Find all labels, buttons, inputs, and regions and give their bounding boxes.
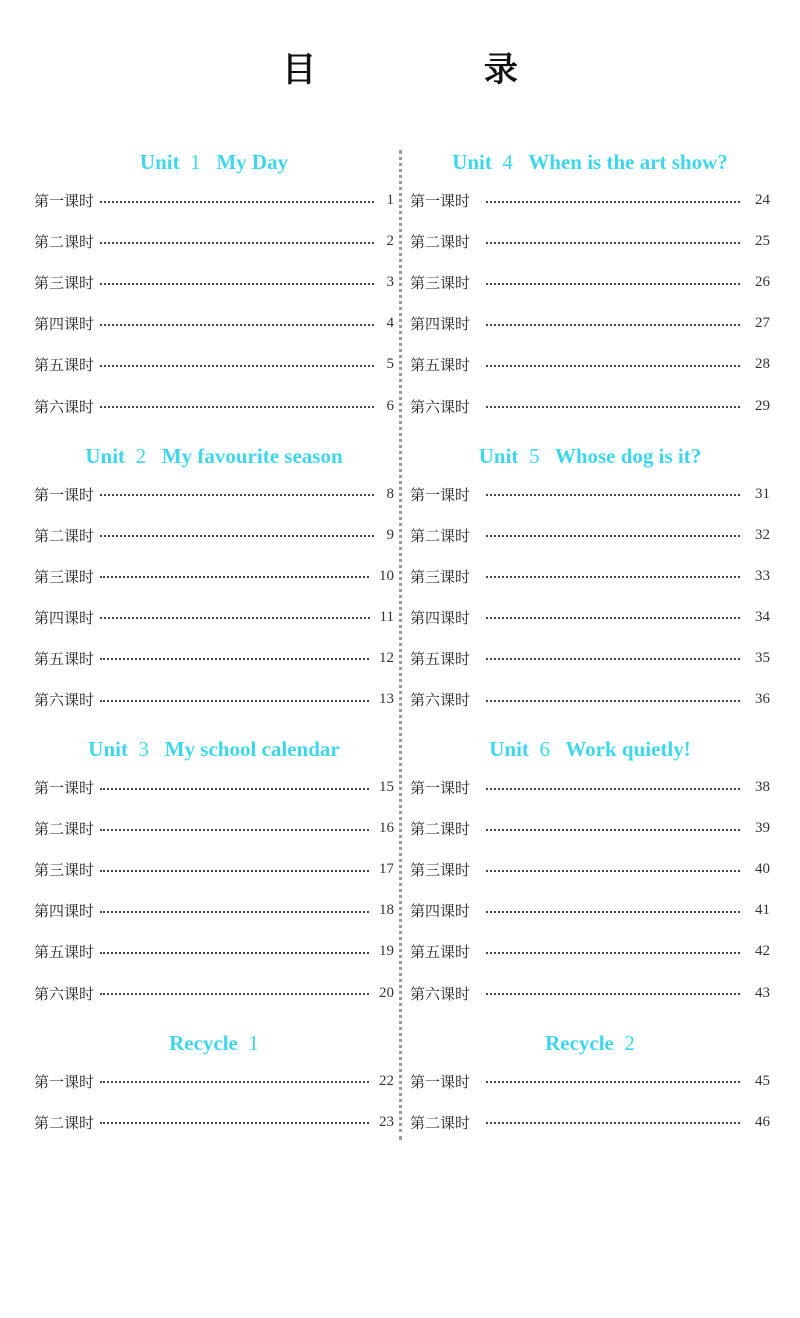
- toc-entry[interactable]: [410, 344, 770, 385]
- toc-entry[interactable]: [34, 556, 394, 597]
- lesson-label: 第六课时: [410, 396, 470, 417]
- dot-leader: [100, 993, 369, 995]
- unit-heading: [410, 1025, 770, 1061]
- page-number: 27: [750, 315, 770, 332]
- toc-entry[interactable]: [34, 474, 394, 515]
- lesson-label: 第二课时: [34, 525, 94, 546]
- page-number: 32: [750, 527, 770, 544]
- unit-heading: [34, 438, 394, 474]
- unit-number: 1: [248, 1031, 259, 1055]
- dot-leader: [100, 242, 374, 244]
- unit-label: Unit: [85, 444, 125, 468]
- dot-leader: [100, 576, 369, 578]
- unit-label: Unit: [452, 150, 492, 174]
- page-number: 22: [379, 1073, 394, 1090]
- page-number: 4: [384, 315, 394, 332]
- dot-leader: [100, 406, 374, 408]
- toc-section: [410, 438, 770, 732]
- toc-entry[interactable]: [410, 931, 770, 972]
- page-number: 8: [384, 486, 394, 503]
- lesson-label: 第三课时: [34, 272, 94, 293]
- unit-number: 3: [138, 737, 149, 761]
- toc-entry[interactable]: [34, 808, 394, 849]
- lesson-label: 第一课时: [410, 777, 470, 798]
- lesson-label: 第一课时: [410, 1071, 470, 1092]
- unit-label: Unit: [479, 444, 519, 468]
- toc-section: [410, 731, 770, 1025]
- page-number: 39: [750, 820, 770, 837]
- toc-entry[interactable]: [410, 972, 770, 1013]
- page-number: 46: [750, 1114, 770, 1131]
- page-number: 36: [750, 691, 770, 708]
- dot-leader: [486, 658, 740, 660]
- toc-right-column: [410, 144, 770, 1318]
- page-number: 31: [750, 486, 770, 503]
- unit-number: 5: [529, 444, 540, 468]
- toc-section: [410, 144, 770, 438]
- lesson-label: 第六课时: [410, 689, 470, 710]
- page-number: 45: [750, 1073, 770, 1090]
- dot-leader: [486, 993, 740, 995]
- lesson-label: 第二课时: [410, 818, 470, 839]
- lesson-label: 第三课时: [34, 859, 94, 880]
- lesson-label: 第五课时: [410, 648, 470, 669]
- lesson-label: 第四课时: [410, 313, 470, 334]
- lesson-label: 第六课时: [34, 396, 94, 417]
- dot-leader: [100, 952, 369, 954]
- unit-heading: [410, 438, 770, 474]
- dot-leader: [486, 952, 740, 954]
- toc-entry[interactable]: [34, 1061, 394, 1102]
- page-number: 23: [379, 1114, 394, 1131]
- dot-leader: [486, 283, 740, 285]
- page-title: 目 录: [0, 42, 800, 91]
- dot-leader: [486, 242, 740, 244]
- page-number: 11: [380, 609, 394, 626]
- page-number: 19: [379, 943, 394, 960]
- toc-entry[interactable]: [410, 385, 770, 426]
- lesson-label: 第六课时: [34, 689, 94, 710]
- dot-leader: [100, 700, 369, 702]
- lesson-label: 第四课时: [34, 313, 94, 334]
- toc-section: [34, 438, 394, 732]
- toc-entry[interactable]: [34, 515, 394, 556]
- unit-heading: [34, 731, 394, 767]
- unit-name: My school calendar: [165, 737, 340, 761]
- page-number: 24: [750, 192, 770, 209]
- unit-label: Unit: [140, 150, 180, 174]
- page-number: 12: [379, 650, 394, 667]
- dot-leader: [100, 365, 374, 367]
- lesson-label: 第二课时: [410, 231, 470, 252]
- dot-leader: [100, 1081, 369, 1083]
- toc-section: [34, 731, 394, 1025]
- dot-leader: [486, 617, 740, 619]
- page-number: 33: [750, 568, 770, 585]
- unit-label: Unit: [489, 737, 529, 761]
- page-number: 28: [750, 356, 770, 373]
- unit-name: My Day: [216, 150, 288, 174]
- toc-entry[interactable]: [410, 849, 770, 890]
- lesson-label: 第五课时: [410, 941, 470, 962]
- dot-leader: [100, 788, 369, 790]
- lesson-label: 第四课时: [410, 607, 470, 628]
- page-number: 16: [379, 820, 394, 837]
- dot-leader: [486, 1081, 740, 1083]
- toc-entry[interactable]: [410, 515, 770, 556]
- dot-leader: [100, 324, 374, 326]
- lesson-label: 第四课时: [34, 607, 94, 628]
- unit-number: 6: [539, 737, 550, 761]
- toc-entry[interactable]: [34, 303, 394, 344]
- lesson-label: 第六课时: [410, 983, 470, 1004]
- toc-left-column: [34, 144, 394, 1318]
- toc-entry[interactable]: [410, 679, 770, 720]
- toc-entry[interactable]: [410, 556, 770, 597]
- dot-leader: [100, 1122, 369, 1124]
- unit-name: My favourite season: [162, 444, 343, 468]
- toc-entry[interactable]: [34, 385, 394, 426]
- toc-entry[interactable]: [34, 262, 394, 303]
- lesson-label: 第四课时: [34, 900, 94, 921]
- dot-leader: [100, 201, 374, 203]
- dot-leader: [486, 535, 740, 537]
- lesson-label: 第五课时: [34, 648, 94, 669]
- lesson-label: 第一课时: [34, 190, 94, 211]
- dot-leader: [100, 494, 374, 496]
- lesson-label: 第一课时: [410, 190, 470, 211]
- page-number: 42: [750, 943, 770, 960]
- toc-entry[interactable]: [34, 931, 394, 972]
- dot-leader: [100, 617, 370, 619]
- unit-name: Work quietly!: [565, 737, 690, 761]
- column-divider: [399, 150, 402, 1140]
- toc-entry[interactable]: [34, 849, 394, 890]
- unit-number: 4: [502, 150, 513, 174]
- dot-leader: [100, 911, 369, 913]
- toc-entry[interactable]: [410, 1061, 770, 1102]
- page-number: 20: [379, 985, 394, 1002]
- lesson-label: 第二课时: [34, 818, 94, 839]
- page-number: 25: [750, 233, 770, 250]
- lesson-label: 第二课时: [410, 1112, 470, 1133]
- lesson-label: 第一课时: [34, 484, 94, 505]
- toc-entry[interactable]: [410, 180, 770, 221]
- dot-leader: [486, 406, 740, 408]
- dot-leader: [486, 576, 740, 578]
- page-number: 18: [379, 902, 394, 919]
- lesson-label: 第二课时: [34, 231, 94, 252]
- toc-entry[interactable]: [410, 808, 770, 849]
- lesson-label: 第五课时: [34, 941, 94, 962]
- unit-name: When is the art show?: [528, 150, 728, 174]
- dot-leader: [100, 535, 374, 537]
- unit-label: Recycle: [169, 1031, 238, 1055]
- lesson-label: 第二课时: [410, 525, 470, 546]
- toc-section: [34, 144, 394, 438]
- page-number: 26: [750, 274, 770, 291]
- dot-leader: [100, 870, 369, 872]
- toc-entry[interactable]: [34, 597, 394, 638]
- toc-entry[interactable]: [410, 890, 770, 931]
- lesson-label: 第五课时: [34, 354, 94, 375]
- lesson-label: 第三课时: [410, 566, 470, 587]
- lesson-label: 第一课时: [34, 777, 94, 798]
- dot-leader: [486, 1122, 740, 1124]
- dot-leader: [100, 658, 369, 660]
- page-number: 15: [379, 779, 394, 796]
- page-number: 35: [750, 650, 770, 667]
- unit-name: Whose dog is it?: [555, 444, 701, 468]
- toc-entry[interactable]: [34, 344, 394, 385]
- toc-entry[interactable]: [34, 767, 394, 808]
- dot-leader: [486, 788, 740, 790]
- dot-leader: [486, 911, 740, 913]
- toc-entry[interactable]: [34, 679, 394, 720]
- toc-entry[interactable]: [34, 180, 394, 221]
- unit-label: Unit: [88, 737, 128, 761]
- unit-number: 2: [624, 1031, 635, 1055]
- dot-leader: [486, 829, 740, 831]
- unit-heading: [410, 731, 770, 767]
- unit-label: Recycle: [545, 1031, 614, 1055]
- page-number: 17: [379, 861, 394, 878]
- dot-leader: [486, 365, 740, 367]
- toc-entry[interactable]: [34, 221, 394, 262]
- page-number: 2: [384, 233, 394, 250]
- toc-entry[interactable]: [34, 972, 394, 1013]
- dot-leader: [486, 700, 740, 702]
- dot-leader: [486, 324, 740, 326]
- lesson-label: 第五课时: [410, 354, 470, 375]
- toc-entry[interactable]: [410, 303, 770, 344]
- dot-leader: [486, 494, 740, 496]
- page-number: 3: [384, 274, 394, 291]
- toc-entry[interactable]: [410, 262, 770, 303]
- page-number: 34: [750, 609, 770, 626]
- toc-entry[interactable]: [34, 638, 394, 679]
- page-number: 29: [750, 398, 770, 415]
- lesson-label: 第二课时: [34, 1112, 94, 1133]
- lesson-label: 第三课时: [410, 272, 470, 293]
- unit-heading: [410, 144, 770, 180]
- dot-leader: [100, 829, 369, 831]
- page-number: 43: [750, 985, 770, 1002]
- lesson-label: 第三课时: [410, 859, 470, 880]
- page-number: 6: [384, 398, 394, 415]
- page-number: 9: [384, 527, 394, 544]
- toc-entry[interactable]: [34, 1102, 394, 1143]
- toc-entry[interactable]: [410, 767, 770, 808]
- toc-section: [34, 1025, 394, 1318]
- page-number: 10: [379, 568, 394, 585]
- page-number: 40: [750, 861, 770, 878]
- lesson-label: 第一课时: [410, 484, 470, 505]
- toc-entry[interactable]: [410, 221, 770, 262]
- toc-entry[interactable]: [410, 638, 770, 679]
- toc-entry[interactable]: [410, 1102, 770, 1143]
- unit-heading: [34, 144, 394, 180]
- page-number: 38: [750, 779, 770, 796]
- toc-entry[interactable]: [410, 597, 770, 638]
- unit-number: 2: [136, 444, 147, 468]
- dot-leader: [100, 283, 374, 285]
- lesson-label: 第一课时: [34, 1071, 94, 1092]
- unit-number: 1: [190, 150, 201, 174]
- toc-section: [410, 1025, 770, 1318]
- page-number: 1: [384, 192, 394, 209]
- page-number: 41: [750, 902, 770, 919]
- dot-leader: [486, 201, 740, 203]
- toc-entry[interactable]: [34, 890, 394, 931]
- dot-leader: [486, 870, 740, 872]
- page-number: 13: [379, 691, 394, 708]
- lesson-label: 第六课时: [34, 983, 94, 1004]
- page-number: 5: [384, 356, 394, 373]
- lesson-label: 第四课时: [410, 900, 470, 921]
- lesson-label: 第三课时: [34, 566, 94, 587]
- unit-heading: [34, 1025, 394, 1061]
- toc-entry[interactable]: [410, 474, 770, 515]
